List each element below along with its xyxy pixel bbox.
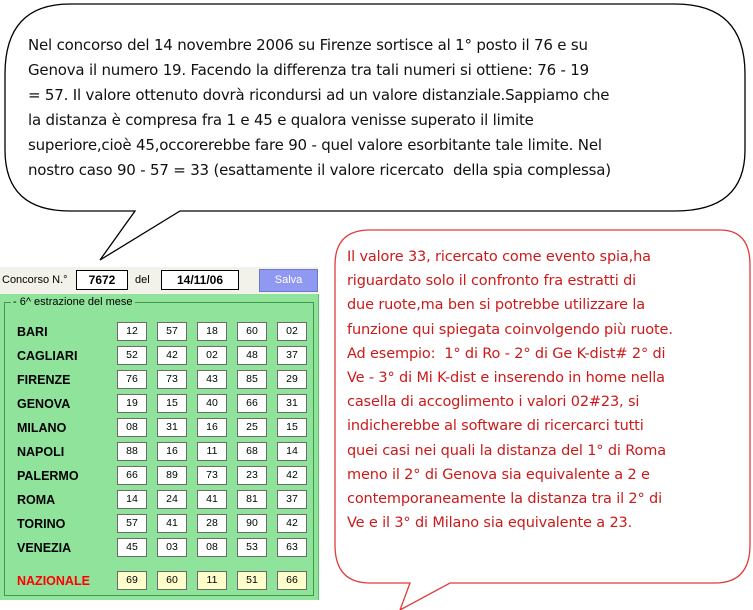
drawn-number-cell[interactable]: 25 — [237, 418, 267, 437]
drawn-number-cell[interactable]: 51 — [237, 571, 267, 590]
top-bubble-line: = 57. Il valore ottenuto dovrà ricondursi ad un valore distanziale.Sappiamo che — [28, 86, 610, 104]
drawn-number-cell[interactable]: 53 — [237, 538, 267, 557]
right-bubble-line: contemporaneamente la distanza tra il 2° di — [347, 491, 662, 508]
drawn-number-cell[interactable]: 63 — [277, 538, 307, 557]
drawn-number-cell[interactable]: 66 — [237, 394, 267, 413]
wheel-name: BARI — [17, 325, 48, 339]
wheel-name: PALERMO — [17, 469, 79, 483]
drawn-number-cell[interactable]: 41 — [157, 514, 187, 533]
drawn-number-cell[interactable]: 37 — [277, 346, 307, 365]
drawn-number-cell[interactable]: 11 — [197, 442, 227, 461]
drawn-number-cell[interactable]: 42 — [277, 514, 307, 533]
right-bubble-line: indicherebbe al software di ricercarci tutti — [347, 418, 644, 435]
drawn-number-cell[interactable]: 48 — [237, 346, 267, 365]
drawn-number-cell[interactable]: 66 — [117, 466, 147, 485]
drawn-number-cell[interactable]: 15 — [277, 418, 307, 437]
right-bubble-line: Ve e il 3° di Milano sia equivalente a 23. — [347, 515, 633, 532]
drawn-number-cell[interactable]: 02 — [197, 346, 227, 365]
concorso-bar — [0, 267, 318, 294]
drawn-number-cell[interactable]: 57 — [117, 514, 147, 533]
wheel-name: GENOVA — [17, 397, 71, 411]
drawn-number-cell[interactable]: 15 — [157, 394, 187, 413]
drawn-number-cell[interactable]: 08 — [117, 418, 147, 437]
results-panel — [0, 294, 319, 600]
drawn-number-cell[interactable]: 24 — [157, 490, 187, 509]
concorso-number-field[interactable]: 7672 — [76, 270, 128, 290]
right-bubble-text — [347, 245, 673, 535]
wheel-row — [5, 394, 315, 414]
wheel-name: VENEZIA — [17, 541, 72, 555]
drawn-number-cell[interactable]: 60 — [157, 571, 187, 590]
top-bubble-line: la distanza è compresa fra 1 e 45 e qualora venisse superato il limite — [28, 111, 534, 129]
concorso-label: Concorso N.° — [2, 274, 68, 286]
right-bubble-line: due ruote,ma ben si potrebbe utilizzare la — [347, 297, 646, 314]
drawn-number-cell[interactable]: 41 — [197, 490, 227, 509]
drawn-number-cell[interactable]: 19 — [117, 394, 147, 413]
drawn-number-cell[interactable]: 03 — [157, 538, 187, 557]
drawn-number-cell[interactable]: 66 — [277, 571, 307, 590]
drawn-number-cell[interactable]: 42 — [157, 346, 187, 365]
date-field[interactable]: 14/11/06 — [161, 270, 239, 290]
wheel-name: CAGLIARI — [17, 349, 78, 363]
wheel-name: ROMA — [17, 493, 56, 507]
top-bubble-line: nostro caso 90 - 57 = 33 (esattamente il valore ricercato della spia complessa) — [28, 161, 611, 179]
right-bubble-line: riguardato solo il confronto fra estratti di — [347, 273, 637, 290]
drawn-number-cell[interactable]: 69 — [117, 571, 147, 590]
drawn-number-cell[interactable]: 81 — [237, 490, 267, 509]
right-bubble-line: quei casi nei quali la distanza del 1° di Roma — [347, 442, 666, 459]
wheel-row — [5, 442, 315, 462]
wheel-row — [5, 490, 315, 510]
top-bubble-line: superiore,cioè 45,occorerebbe fare 90 - quel valore esorbitante tale limite. Nel — [28, 136, 602, 154]
drawn-number-cell[interactable]: 31 — [157, 418, 187, 437]
drawn-number-cell[interactable]: 29 — [277, 370, 307, 389]
drawn-number-cell[interactable]: 68 — [237, 442, 267, 461]
wheel-name: TORINO — [17, 517, 66, 531]
right-bubble-line: meno il 2° di Genova sia equivalente a 2 e — [347, 466, 650, 483]
drawn-number-cell[interactable]: 85 — [237, 370, 267, 389]
drawn-number-cell[interactable]: 89 — [157, 466, 187, 485]
drawn-number-cell[interactable]: 60 — [237, 322, 267, 341]
del-label: del — [135, 274, 150, 286]
drawn-number-cell[interactable]: 23 — [237, 466, 267, 485]
wheel-name: MILANO — [17, 421, 67, 435]
drawn-number-cell[interactable]: 16 — [157, 442, 187, 461]
drawn-number-cell[interactable]: 11 — [197, 571, 227, 590]
drawn-number-cell[interactable]: 37 — [277, 490, 307, 509]
drawn-number-cell[interactable]: 73 — [197, 466, 227, 485]
wheel-name: NAPOLI — [17, 445, 65, 459]
drawn-number-cell[interactable]: 02 — [277, 322, 307, 341]
drawn-number-cell[interactable]: 42 — [277, 466, 307, 485]
wheel-row — [5, 466, 315, 486]
top-bubble-text — [28, 33, 611, 183]
drawn-number-cell[interactable]: 73 — [157, 370, 187, 389]
wheel-row — [5, 322, 315, 342]
wheel-row — [5, 514, 315, 534]
drawn-number-cell[interactable]: 88 — [117, 442, 147, 461]
drawn-number-cell[interactable]: 45 — [117, 538, 147, 557]
drawn-number-cell[interactable]: 08 — [197, 538, 227, 557]
drawn-number-cell[interactable]: 16 — [197, 418, 227, 437]
drawn-number-cell[interactable]: 28 — [197, 514, 227, 533]
drawn-number-cell[interactable]: 52 — [117, 346, 147, 365]
top-bubble-line: Nel concorso del 14 novembre 2006 su Firenze sortisce al 1° posto il 76 e su — [28, 36, 588, 54]
right-bubble-line: Ve - 3° di Mi K-dist e inserendo in home nella — [347, 370, 665, 387]
right-bubble-line: casella di accoglimento i valori 02#23, si — [347, 394, 640, 411]
wheel-name: NAZIONALE — [17, 574, 90, 588]
drawn-number-cell[interactable]: 90 — [237, 514, 267, 533]
drawn-number-cell[interactable]: 76 — [117, 370, 147, 389]
wheel-name: FIRENZE — [17, 373, 71, 387]
top-bubble-line: Genova il numero 19. Facendo la differenza tra tali numeri si ottiene: 76 - 19 — [28, 61, 589, 79]
drawn-number-cell[interactable]: 31 — [277, 394, 307, 413]
drawn-number-cell[interactable]: 18 — [197, 322, 227, 341]
drawn-number-cell[interactable]: 40 — [197, 394, 227, 413]
drawn-number-cell[interactable]: 14 — [117, 490, 147, 509]
drawn-number-cell[interactable]: 12 — [117, 322, 147, 341]
drawn-number-cell[interactable]: 43 — [197, 370, 227, 389]
wheel-row — [5, 571, 315, 591]
save-button[interactable]: Salva — [259, 269, 318, 292]
wheel-row — [5, 418, 315, 438]
wheel-row — [5, 370, 315, 390]
wheel-row — [5, 346, 315, 366]
fieldset-legend: - 6^ estrazione del mese — [13, 296, 133, 308]
drawn-number-cell[interactable]: 14 — [277, 442, 307, 461]
right-bubble-line: funzione qui spiegata coinvolgendo più ruote. — [347, 321, 673, 338]
draw-fieldset — [4, 296, 314, 596]
right-bubble-line: Ad esempio: 1° di Ro - 2° di Ge K-dist# 2° di — [347, 345, 666, 362]
wheel-row — [5, 538, 315, 558]
drawn-number-cell[interactable]: 57 — [157, 322, 187, 341]
right-bubble-line: Il valore 33, ricercato come evento spia,ha — [347, 249, 651, 265]
